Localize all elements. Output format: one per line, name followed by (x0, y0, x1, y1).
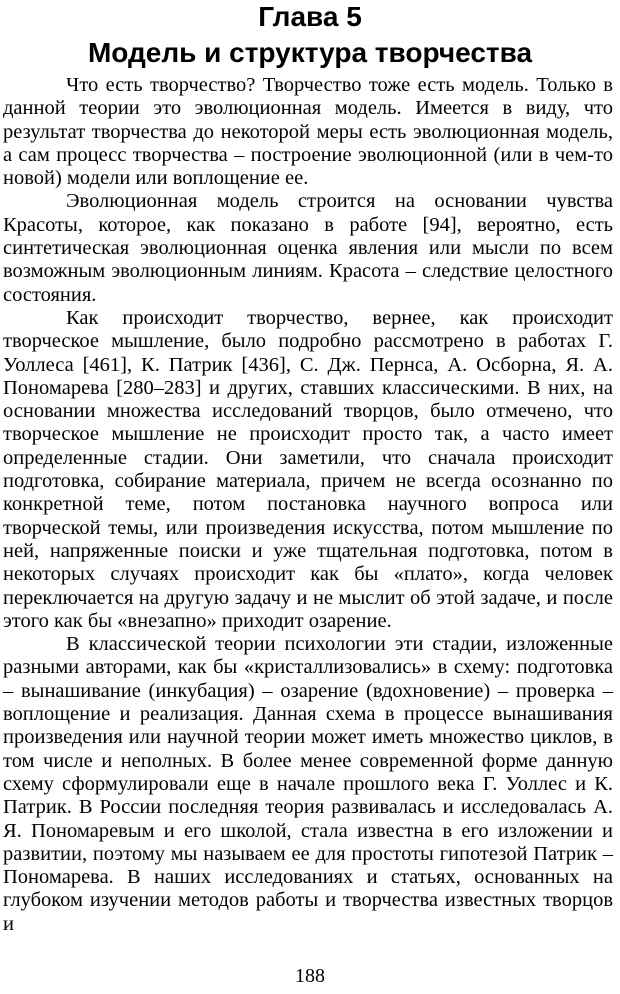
paragraph: Эволюционная модель строится на основании чувства Красоты, которое, как показано в работе [94], вероятно, есть синтетическая эволюционная оценка явления или мысли по всем возможным эволюционным линиям. Красота – следствие целостного состояния. (3, 190, 613, 306)
page-number: 188 (295, 965, 325, 987)
body-text (3, 74, 613, 936)
paragraph: В классической теории психологии эти стадии, изложенные разными авторами, как бы «кристаллизовались» в схему: подготовка – вынашивание (инкубация) – озарение (вдохновение) – проверка – воплощение и реализация. Данная схема в процессе вынашивания произведения или научной теории может иметь множество циклов, в том числе и неполных. В более менее современной форме данную схему сформулировали еще в начале прошлого века Г. Уоллес и К. Патрик. В России последняя теория развивалась и исследовалась А. Я. Пономаревым и его школой, стала известна в его изложении и развитии, поэтому мы называем ее для простоты гипотезой Патрик – Пономарева. В наших исследованиях и статьях, основанных на глубоком изучении методов работы и творчества известных творцов и (3, 633, 613, 935)
paragraph: Что есть творчество? Творчество тоже есть модель. Только в данной теории это эволюционная модель. Имеется в виду, что результат творчества до некоторой меры есть эволюционная модель, а сам процесс творчества – построение эволюционной (или в чем-то новой) модели или воплощение ее. (3, 74, 613, 190)
chapter-heading: Глава 5 (258, 1, 362, 32)
paragraph: Как происходит творчество, вернее, как происходит творческое мышление, было подробно рассмотрено в работах Г. Уоллеса [461], К. Патрик [436], С. Дж. Пернса, А. Осборна, Я. А. Пономарева [280–283] и других, ставших классическими. В них, на основании множества исследований творцов, было отмечено, что творческое мышление не происходит просто так, а часто имеет определенные стадии. Они заметили, что сначала происходит подготовка, собирание материала, причем не всегда осознанно по конкретной теме, потом постановка научного вопроса или творческой темы, или произведения искусства, потом мышление по ней, напряженные поиски и уже тщательная подготовка, потом в некоторых случаях происходит как бы «плато», когда человек переключается на другую задачу и не мыслит об этой задаче, и после этого как бы «внезапно» приходит озарение. (3, 306, 613, 632)
chapter-title: Модель и структура творчества (87, 37, 533, 68)
